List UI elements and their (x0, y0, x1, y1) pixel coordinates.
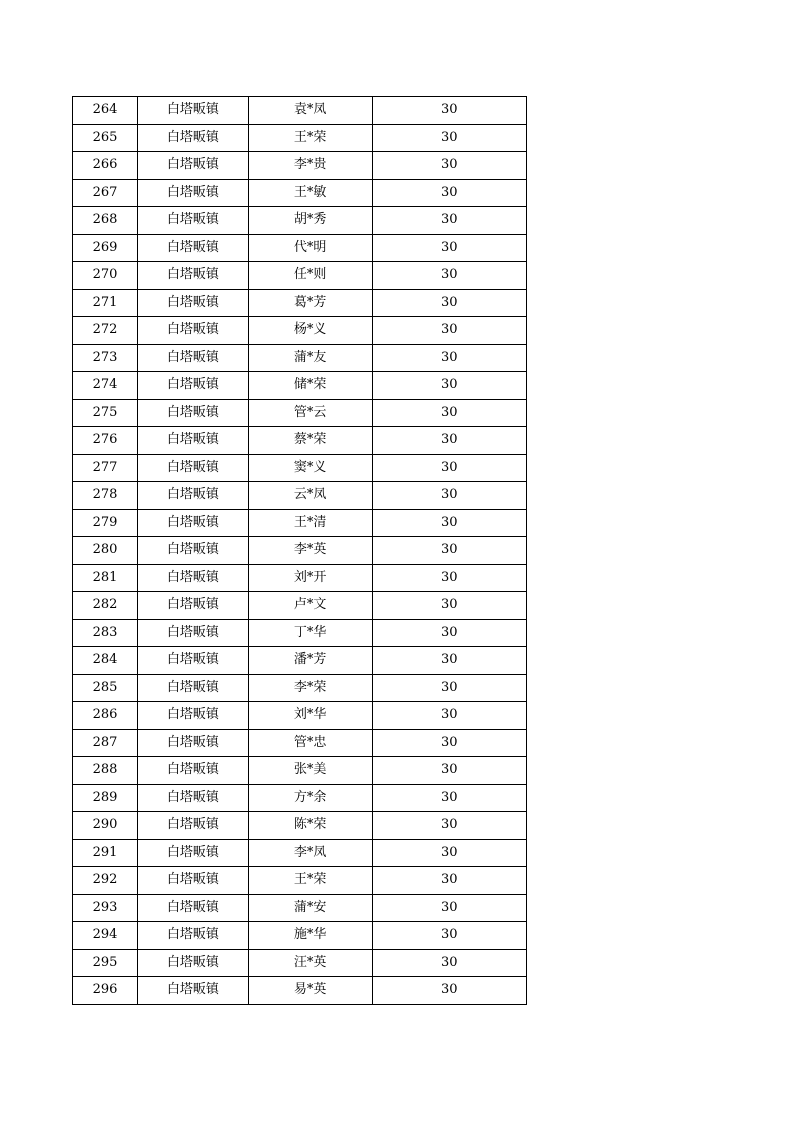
row-number-cell: 293 (73, 894, 138, 922)
row-number-cell: 281 (73, 564, 138, 592)
amount-cell: 30 (372, 344, 526, 372)
town-cell: 白塔畈镇 (138, 784, 249, 812)
row-number-cell: 266 (73, 152, 138, 180)
table-row (73, 674, 527, 702)
row-number-cell: 273 (73, 344, 138, 372)
row-number-cell: 294 (73, 922, 138, 950)
name-cell: 刘*华 (248, 702, 372, 730)
table-row (73, 234, 527, 262)
amount-cell: 30 (372, 234, 526, 262)
name-cell: 汪*英 (248, 949, 372, 977)
table-row (73, 427, 527, 455)
town-cell: 白塔畈镇 (138, 757, 249, 785)
table-row (73, 894, 527, 922)
name-cell: 管*忠 (248, 729, 372, 757)
row-number-cell: 271 (73, 289, 138, 317)
row-number-cell: 270 (73, 262, 138, 290)
amount-cell: 30 (372, 894, 526, 922)
town-cell: 白塔畈镇 (138, 207, 249, 235)
name-cell: 云*凤 (248, 482, 372, 510)
amount-cell: 30 (372, 812, 526, 840)
name-cell: 储*荣 (248, 372, 372, 400)
row-number-cell: 269 (73, 234, 138, 262)
row-number-cell: 291 (73, 839, 138, 867)
name-cell: 王*敏 (248, 179, 372, 207)
table-row (73, 317, 527, 345)
town-cell: 白塔畈镇 (138, 482, 249, 510)
table-row (73, 619, 527, 647)
row-number-cell: 265 (73, 124, 138, 152)
row-number-cell: 296 (73, 977, 138, 1005)
row-number-cell: 264 (73, 97, 138, 125)
table-row (73, 647, 527, 675)
name-cell: 李*凤 (248, 839, 372, 867)
name-cell: 蔡*荣 (248, 427, 372, 455)
town-cell: 白塔畈镇 (138, 812, 249, 840)
row-number-cell: 276 (73, 427, 138, 455)
table-row (73, 344, 527, 372)
table-row (73, 372, 527, 400)
table-row (73, 977, 527, 1005)
table-row (73, 592, 527, 620)
amount-cell: 30 (372, 97, 526, 125)
town-cell: 白塔畈镇 (138, 619, 249, 647)
name-cell: 易*英 (248, 977, 372, 1005)
table-row (73, 839, 527, 867)
row-number-cell: 282 (73, 592, 138, 620)
name-cell: 胡*秀 (248, 207, 372, 235)
table-row (73, 702, 527, 730)
town-cell: 白塔畈镇 (138, 922, 249, 950)
name-cell: 王*荣 (248, 867, 372, 895)
amount-cell: 30 (372, 399, 526, 427)
amount-cell: 30 (372, 179, 526, 207)
row-number-cell: 268 (73, 207, 138, 235)
town-cell: 白塔畈镇 (138, 97, 249, 125)
table-row (73, 152, 527, 180)
table-row (73, 399, 527, 427)
row-number-cell: 288 (73, 757, 138, 785)
amount-cell: 30 (372, 839, 526, 867)
name-cell: 李*荣 (248, 674, 372, 702)
name-cell: 李*贵 (248, 152, 372, 180)
amount-cell: 30 (372, 619, 526, 647)
row-number-cell: 277 (73, 454, 138, 482)
table-row (73, 564, 527, 592)
row-number-cell: 287 (73, 729, 138, 757)
amount-cell: 30 (372, 867, 526, 895)
town-cell: 白塔畈镇 (138, 647, 249, 675)
town-cell: 白塔畈镇 (138, 179, 249, 207)
table-row (73, 729, 527, 757)
town-cell: 白塔畈镇 (138, 674, 249, 702)
name-cell: 李*英 (248, 537, 372, 565)
name-cell: 卢*文 (248, 592, 372, 620)
town-cell: 白塔畈镇 (138, 289, 249, 317)
table-row (73, 454, 527, 482)
row-number-cell: 289 (73, 784, 138, 812)
row-number-cell: 283 (73, 619, 138, 647)
table-row (73, 537, 527, 565)
name-cell: 方*余 (248, 784, 372, 812)
town-cell: 白塔畈镇 (138, 839, 249, 867)
name-cell: 张*美 (248, 757, 372, 785)
row-number-cell: 285 (73, 674, 138, 702)
roster-table (72, 96, 527, 1005)
amount-cell: 30 (372, 207, 526, 235)
amount-cell: 30 (372, 977, 526, 1005)
amount-cell: 30 (372, 289, 526, 317)
name-cell: 蒲*友 (248, 344, 372, 372)
amount-cell: 30 (372, 152, 526, 180)
name-cell: 潘*芳 (248, 647, 372, 675)
amount-cell: 30 (372, 592, 526, 620)
amount-cell: 30 (372, 124, 526, 152)
town-cell: 白塔畈镇 (138, 564, 249, 592)
amount-cell: 30 (372, 537, 526, 565)
amount-cell: 30 (372, 949, 526, 977)
table-row (73, 482, 527, 510)
town-cell: 白塔畈镇 (138, 234, 249, 262)
amount-cell: 30 (372, 674, 526, 702)
amount-cell: 30 (372, 757, 526, 785)
name-cell: 杨*义 (248, 317, 372, 345)
table-row (73, 179, 527, 207)
table-row (73, 289, 527, 317)
row-number-cell: 292 (73, 867, 138, 895)
town-cell: 白塔畈镇 (138, 977, 249, 1005)
name-cell: 代*明 (248, 234, 372, 262)
name-cell: 蒲*安 (248, 894, 372, 922)
name-cell: 刘*开 (248, 564, 372, 592)
table-row (73, 262, 527, 290)
name-cell: 窦*义 (248, 454, 372, 482)
table-row (73, 509, 527, 537)
amount-cell: 30 (372, 509, 526, 537)
table-row (73, 757, 527, 785)
amount-cell: 30 (372, 564, 526, 592)
town-cell: 白塔畈镇 (138, 949, 249, 977)
town-cell: 白塔畈镇 (138, 729, 249, 757)
roster-table-body (73, 97, 527, 1005)
name-cell: 施*华 (248, 922, 372, 950)
town-cell: 白塔畈镇 (138, 124, 249, 152)
table-row (73, 97, 527, 125)
table-row (73, 207, 527, 235)
name-cell: 任*则 (248, 262, 372, 290)
name-cell: 葛*芳 (248, 289, 372, 317)
town-cell: 白塔畈镇 (138, 509, 249, 537)
amount-cell: 30 (372, 647, 526, 675)
amount-cell: 30 (372, 427, 526, 455)
town-cell: 白塔畈镇 (138, 427, 249, 455)
row-number-cell: 274 (73, 372, 138, 400)
amount-cell: 30 (372, 729, 526, 757)
table-row (73, 867, 527, 895)
amount-cell: 30 (372, 317, 526, 345)
row-number-cell: 295 (73, 949, 138, 977)
town-cell: 白塔畈镇 (138, 592, 249, 620)
row-number-cell: 279 (73, 509, 138, 537)
town-cell: 白塔畈镇 (138, 152, 249, 180)
row-number-cell: 275 (73, 399, 138, 427)
town-cell: 白塔畈镇 (138, 399, 249, 427)
name-cell: 陈*荣 (248, 812, 372, 840)
table-row (73, 812, 527, 840)
town-cell: 白塔畈镇 (138, 537, 249, 565)
row-number-cell: 286 (73, 702, 138, 730)
table-row (73, 784, 527, 812)
town-cell: 白塔畈镇 (138, 317, 249, 345)
row-number-cell: 280 (73, 537, 138, 565)
row-number-cell: 272 (73, 317, 138, 345)
amount-cell: 30 (372, 784, 526, 812)
town-cell: 白塔畈镇 (138, 262, 249, 290)
amount-cell: 30 (372, 482, 526, 510)
table-row (73, 922, 527, 950)
town-cell: 白塔畈镇 (138, 372, 249, 400)
name-cell: 管*云 (248, 399, 372, 427)
amount-cell: 30 (372, 454, 526, 482)
name-cell: 袁*凤 (248, 97, 372, 125)
amount-cell: 30 (372, 372, 526, 400)
town-cell: 白塔畈镇 (138, 454, 249, 482)
row-number-cell: 267 (73, 179, 138, 207)
name-cell: 王*清 (248, 509, 372, 537)
town-cell: 白塔畈镇 (138, 702, 249, 730)
row-number-cell: 278 (73, 482, 138, 510)
town-cell: 白塔畈镇 (138, 344, 249, 372)
table-row (73, 949, 527, 977)
row-number-cell: 290 (73, 812, 138, 840)
amount-cell: 30 (372, 262, 526, 290)
amount-cell: 30 (372, 922, 526, 950)
row-number-cell: 284 (73, 647, 138, 675)
town-cell: 白塔畈镇 (138, 867, 249, 895)
name-cell: 王*荣 (248, 124, 372, 152)
amount-cell: 30 (372, 702, 526, 730)
name-cell: 丁*华 (248, 619, 372, 647)
table-row (73, 124, 527, 152)
town-cell: 白塔畈镇 (138, 894, 249, 922)
